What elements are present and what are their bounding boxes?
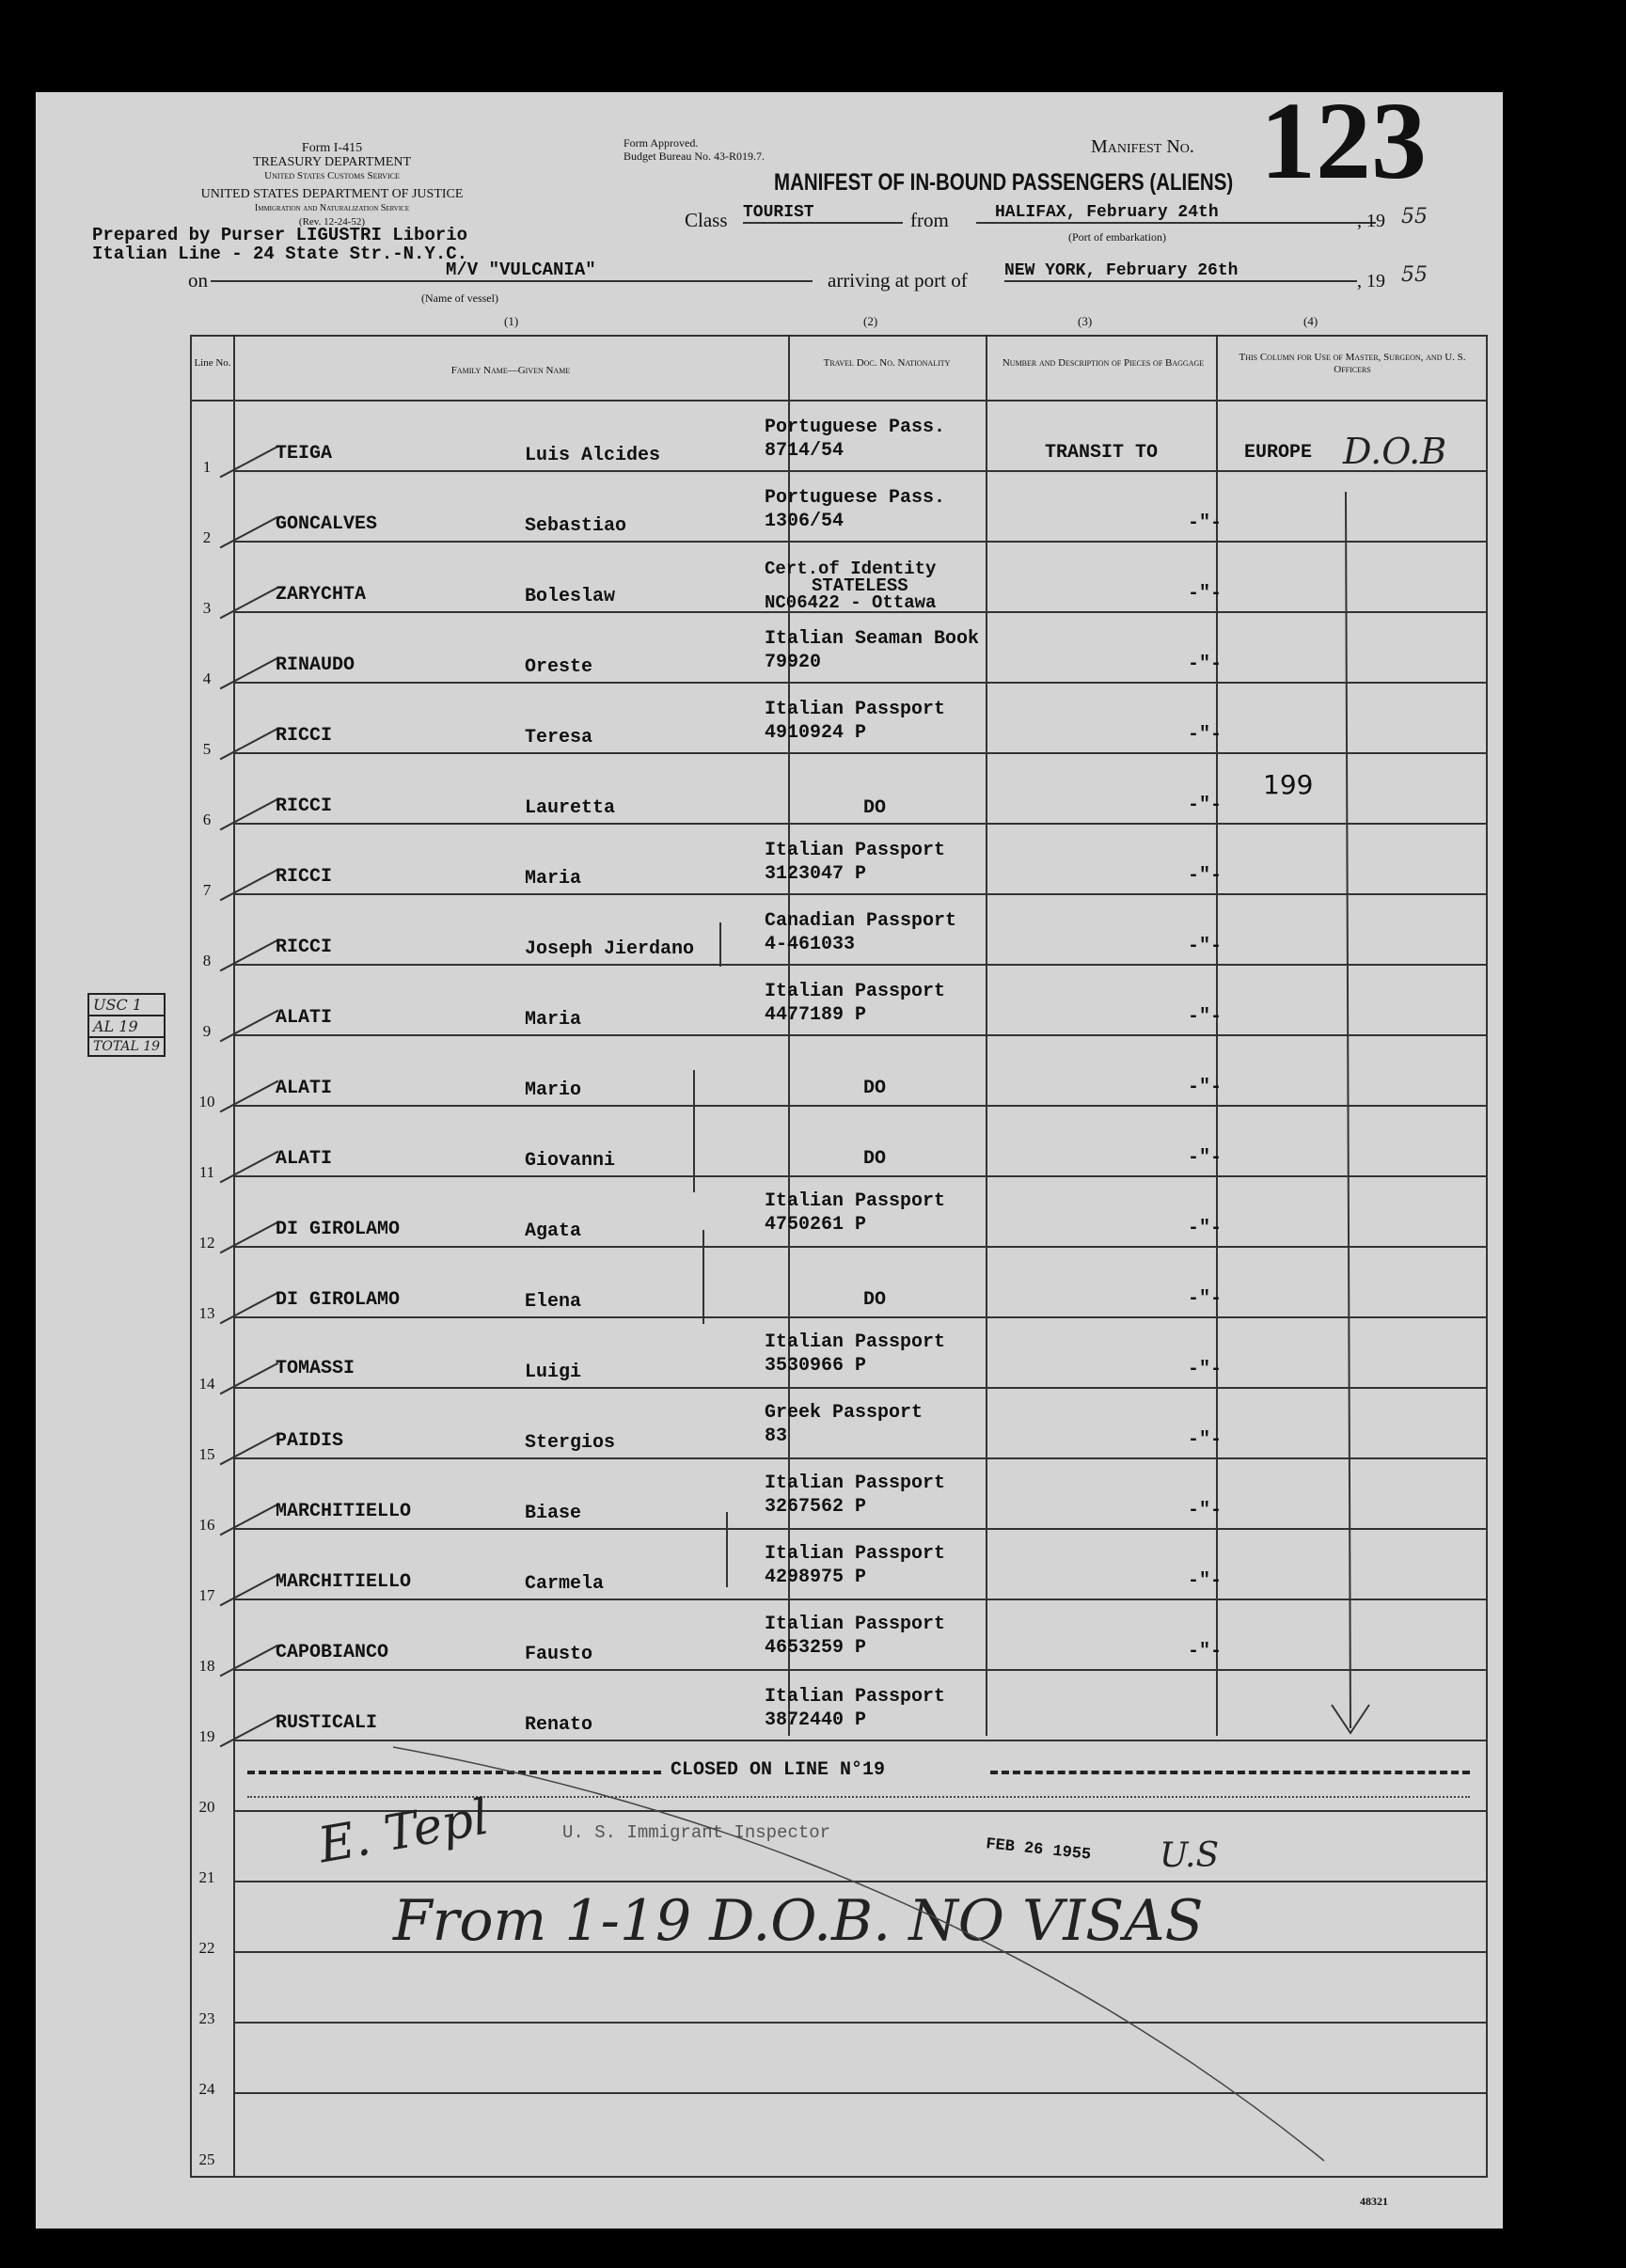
baggage: TRANSIT TO bbox=[1045, 442, 1159, 464]
dob-annotation: D.O.B bbox=[1343, 431, 1447, 472]
arriving-label: arriving at port of bbox=[828, 269, 968, 291]
from-label: from bbox=[910, 209, 949, 231]
travel-doc-number: 4-461033 bbox=[765, 934, 856, 955]
side-usc: USC 1 bbox=[87, 993, 166, 1016]
baggage: -"- bbox=[1188, 1641, 1223, 1662]
treasury-dept: TREASURY DEPARTMENT bbox=[252, 155, 412, 169]
visa-annotation: From 1-19 D.O.B. NO VISAS bbox=[393, 1888, 1204, 1954]
baggage: -"- bbox=[1188, 865, 1223, 887]
given-name: Biase bbox=[525, 1503, 582, 1524]
side-total: TOTAL 19 bbox=[87, 1038, 166, 1057]
arriving-value: NEW YORK, February 26th bbox=[1004, 261, 1357, 282]
family-name: CAPOBIANCO bbox=[276, 1642, 389, 1663]
travel-doc: Portuguese Pass. bbox=[765, 487, 946, 509]
travel-doc-number: 1306/54 bbox=[765, 511, 845, 532]
header-baggage: Number and Description of Pieces of Baggage bbox=[1002, 357, 1205, 369]
given-name: Carmela bbox=[525, 1573, 605, 1595]
row-number: 24 bbox=[198, 2080, 215, 2098]
inspector-label: U. S. Immigrant Inspector bbox=[562, 1822, 831, 1843]
travel-doc-number: DO bbox=[863, 797, 887, 819]
row-number: 21 bbox=[198, 1868, 215, 1886]
family-name: MARCHITIELLO bbox=[276, 1571, 412, 1593]
family-name: TOMASSI bbox=[276, 1358, 355, 1379]
travel-doc-number: 4750261 P bbox=[765, 1214, 867, 1236]
family-name: RUSTICALI bbox=[276, 1712, 378, 1734]
baggage: -"- bbox=[1188, 1006, 1223, 1028]
closed-line-text: CLOSED ON LINE N°19 bbox=[671, 1759, 886, 1781]
given-name: Boleslaw bbox=[525, 586, 616, 607]
travel-doc-number: 3123047 P bbox=[765, 863, 867, 885]
travel-doc: Italian Passport bbox=[765, 1473, 946, 1494]
family-name: MARCHITIELLO bbox=[276, 1501, 412, 1522]
baggage: -"- bbox=[1188, 512, 1223, 534]
manifest-title: MANIFEST OF IN-BOUND PASSENGERS (ALIENS) bbox=[774, 169, 1234, 196]
baggage: -"- bbox=[1188, 1429, 1223, 1451]
travel-doc: Italian Passport bbox=[765, 840, 946, 861]
form-number: Form I-415 bbox=[301, 141, 363, 155]
manifest-page: Form I-415 TREASURY DEPARTMENT United States Customs Service UNITED STATES DEPARTMENT OF JUSTICE Immigration and Naturalization Service (Rev. 12-24-52) Form Approved. Budget Bureau No. 43-R019.7. Manifest No. 123 MANIFEST OF IN-BOUND PASSENGERS (ALIENS) Prepared by Purser LIGUSTRI Liborio Italian Line - 24 State Str.-N.Y.C. Class TOURIST from HALIFAX, February 24th , 19 55 (Port of embarkation) on M/V "VULCANIA" (Name of vessel) arriving at port of NEW YORK, February 26th , 19 55 (1) (2) (3) (4) Line No. Family Name—Given Name Travel Doc. No. Nationality Number and Description of Pieces of Baggage This Column for Use of Master, Surgeon, and U. S. Officers 1 TEIGA Luis Alcides Portuguese Pass. 8714/54 TRANSIT TO EUROPE 2 GONCALVES Sebastiao Portuguese Pass. 1306/54 -"- 3 ZARYCHTA Boleslaw Cert.of Identity STATELESS NC06422 - Ottawa -"- 4 RINAUDO Oreste Italian Seaman Book 79920 -"- 5 RICCI Teresa Italian Passport 4910924 P -"- 6 RICCI Lauretta DO -"- 199 7 RICCI Maria Italian Passport 3123047 P -"- 8 RICCI Joseph Jierdano Canadian Passport 4-461033 -"- 9 ALATI Maria Italian Passport 4477189 P -"- 10 ALATI Mario DO -"- 11 ALATI Giovanni DO -"- 12 DI GIROLAMO Agata Italian Passport 4750261 P -"- 13 DI GIROLAMO Elena DO -"- 14 TOMASSI Luigi Italian Passport 3530966 P -"- 15 PAIDIS Stergios Greek Passport 83 -"- 16 MARCHITIELLO Biase Italian Passport 3267562 P -"- 17 MARCHITIELLO Carmela Italian Passport 4298975 P -"- 18 CAPOBIANCO Fausto Italian Passport 4653259 P -"- 19 RUSTICALI Renato Italian Passport 3872440 P 20 21 22 23 24 25 CLOSED ON LINE N°19 U. S. Immigrant Inspector E. Tepl FEB 26 1955 U.S From 1-19 D.O.B. NO VISAS D.O.B USC 1 AL 19 TOTAL 19 48321 bbox=[36, 92, 1503, 2229]
row-number: 23 bbox=[198, 2009, 215, 2027]
given-name: Giovanni bbox=[525, 1150, 616, 1172]
family-name: ZARYCHTA bbox=[276, 584, 367, 606]
pen-marks bbox=[36, 92, 1503, 2229]
family-name: RICCI bbox=[276, 795, 333, 817]
ins-service: Immigration and Naturalization Service bbox=[254, 203, 410, 213]
travel-doc: Italian Passport bbox=[765, 1614, 946, 1635]
year-value-1: 55 bbox=[1401, 205, 1428, 228]
footer-code: 48321 bbox=[1360, 2195, 1388, 2208]
col-num-1: (1) bbox=[504, 314, 519, 328]
travel-doc-number: 4477189 P bbox=[765, 1004, 867, 1026]
travel-doc-number: 4653259 P bbox=[765, 1637, 867, 1659]
row-number: 25 bbox=[198, 2150, 215, 2168]
travel-doc: Italian Passport bbox=[765, 699, 946, 720]
from-value: HALIFAX, February 24th bbox=[976, 203, 1376, 224]
prepared-by: Prepared by Purser LIGUSTRI Liborio Italian Line - 24 State Str.-N.Y.C. bbox=[92, 225, 468, 264]
family-name: GONCALVES bbox=[276, 513, 378, 535]
class-value: TOURIST bbox=[743, 203, 903, 224]
baggage: -"- bbox=[1188, 936, 1223, 957]
travel-doc-number: 8714/54 bbox=[765, 440, 845, 462]
row-number: 22 bbox=[198, 1939, 215, 1957]
travel-doc: Italian Passport bbox=[765, 1686, 946, 1708]
class-label: Class bbox=[685, 209, 728, 231]
travel-doc: Portuguese Pass. bbox=[765, 417, 946, 438]
family-name: DI GIROLAMO bbox=[276, 1289, 401, 1311]
given-name: Oreste bbox=[525, 656, 593, 678]
rising-stroke bbox=[393, 1747, 1324, 2161]
form-approved: Form Approved. Budget Bureau No. 43-R019.7. bbox=[624, 136, 765, 163]
travel-doc-number: 3872440 P bbox=[765, 1709, 867, 1731]
travel-doc-number: 79920 bbox=[765, 652, 822, 673]
travel-doc-number: NC06422 - Ottawa bbox=[765, 592, 937, 613]
header-travel: Travel Doc. No. Nationality bbox=[823, 357, 951, 369]
baggage: -"- bbox=[1188, 1500, 1223, 1521]
given-name: Fausto bbox=[525, 1644, 593, 1665]
travel-doc-number: 4910924 P bbox=[765, 722, 867, 744]
baggage: -"- bbox=[1188, 1288, 1223, 1310]
officer-note: EUROPE bbox=[1244, 442, 1313, 464]
inspector-signature: E. Tepl bbox=[314, 1788, 494, 1875]
manifest-number: 123 bbox=[1260, 92, 1427, 202]
given-name: Stergios bbox=[525, 1432, 616, 1454]
manifest-label: Manifest No. bbox=[1091, 136, 1194, 157]
col-num-2: (2) bbox=[863, 314, 878, 328]
baggage: -"- bbox=[1188, 654, 1223, 675]
family-name: RICCI bbox=[276, 725, 333, 747]
travel-doc-number: DO bbox=[863, 1078, 887, 1099]
given-name: Maria bbox=[525, 1009, 582, 1031]
row-number: 20 bbox=[198, 1798, 215, 1816]
us-annotation: U.S bbox=[1160, 1836, 1220, 1875]
travel-doc-number: 4298975 P bbox=[765, 1567, 867, 1588]
header-officers: This Column for Use of Master, Surgeon, and U. S. Officers bbox=[1239, 352, 1466, 375]
given-name: Maria bbox=[525, 868, 582, 890]
travel-doc-number: 83 bbox=[765, 1425, 788, 1447]
family-name: RICCI bbox=[276, 866, 333, 888]
baggage: -"- bbox=[1188, 1359, 1223, 1380]
baggage: -"- bbox=[1188, 583, 1223, 605]
port-embark-caption: (Port of embarkation) bbox=[1068, 230, 1166, 244]
family-name: RICCI bbox=[276, 937, 333, 958]
travel-doc: Greek Passport bbox=[765, 1402, 924, 1424]
given-name: Agata bbox=[525, 1221, 582, 1242]
given-name: Luigi bbox=[525, 1362, 582, 1383]
travel-doc: Cert.of Identity bbox=[765, 559, 937, 579]
travel-doc: Italian Passport bbox=[765, 1543, 946, 1565]
family-name: DI GIROLAMO bbox=[276, 1219, 401, 1240]
baggage: -"- bbox=[1188, 1218, 1223, 1239]
form-revision: (Rev. 12-24-52) bbox=[298, 216, 366, 228]
vessel-value: M/V "VULCANIA" bbox=[211, 260, 813, 282]
travel-doc-number: 3530966 P bbox=[765, 1355, 867, 1377]
family-name: ALATI bbox=[276, 1007, 333, 1029]
on-label: on bbox=[188, 269, 208, 291]
year-value-2: 55 bbox=[1401, 263, 1428, 287]
baggage: -"- bbox=[1188, 1077, 1223, 1098]
travel-doc: Italian Passport bbox=[765, 1331, 946, 1353]
travel-doc: Canadian Passport bbox=[765, 910, 957, 932]
given-name: Lauretta bbox=[525, 797, 616, 819]
baggage: -"- bbox=[1188, 1147, 1223, 1169]
col-num-4: (4) bbox=[1303, 314, 1318, 328]
family-name: ALATI bbox=[276, 1078, 333, 1099]
travel-doc: Italian Passport bbox=[765, 981, 946, 1002]
travel-doc: Italian Passport bbox=[765, 1190, 946, 1212]
given-name: Luis Alcides bbox=[525, 445, 661, 466]
travel-doc-status: STATELESS bbox=[812, 575, 908, 596]
side-al: AL 19 bbox=[87, 1016, 166, 1038]
justice-dept: UNITED STATES DEPARTMENT OF JUSTICE bbox=[200, 187, 464, 201]
given-name: Joseph Jierdano bbox=[525, 938, 695, 960]
baggage: -"- bbox=[1188, 1570, 1223, 1592]
family-name: TEIGA bbox=[276, 443, 333, 465]
family-name: PAIDIS bbox=[276, 1430, 344, 1452]
baggage: -"- bbox=[1188, 724, 1223, 746]
given-name: Sebastiao bbox=[525, 515, 627, 537]
travel-doc: Italian Seaman Book bbox=[765, 628, 980, 650]
officer-note: 199 bbox=[1263, 769, 1314, 800]
travel-doc-number: 3267562 P bbox=[765, 1496, 867, 1518]
given-name: Elena bbox=[525, 1291, 582, 1313]
given-name: Renato bbox=[525, 1714, 593, 1736]
year-label-1: , 19 bbox=[1357, 211, 1385, 231]
family-name: RINAUDO bbox=[276, 654, 355, 676]
header-name: Family Name—Given Name bbox=[450, 365, 571, 376]
vessel-caption: (Name of vessel) bbox=[421, 291, 498, 305]
vertical-arrow bbox=[1332, 492, 1369, 1733]
customs-service: United States Customs Service bbox=[264, 170, 400, 181]
header-line-no: Line No. bbox=[194, 357, 231, 369]
col-num-3: (3) bbox=[1078, 314, 1093, 328]
date-stamp: FEB 26 1955 bbox=[985, 1835, 1092, 1865]
given-name: Mario bbox=[525, 1079, 582, 1101]
given-name: Teresa bbox=[525, 727, 593, 748]
family-name: ALATI bbox=[276, 1148, 333, 1170]
travel-doc-number: DO bbox=[863, 1289, 887, 1311]
travel-doc-number: DO bbox=[863, 1148, 887, 1170]
year-label-2: , 19 bbox=[1357, 271, 1385, 291]
baggage: -"- bbox=[1188, 795, 1223, 816]
